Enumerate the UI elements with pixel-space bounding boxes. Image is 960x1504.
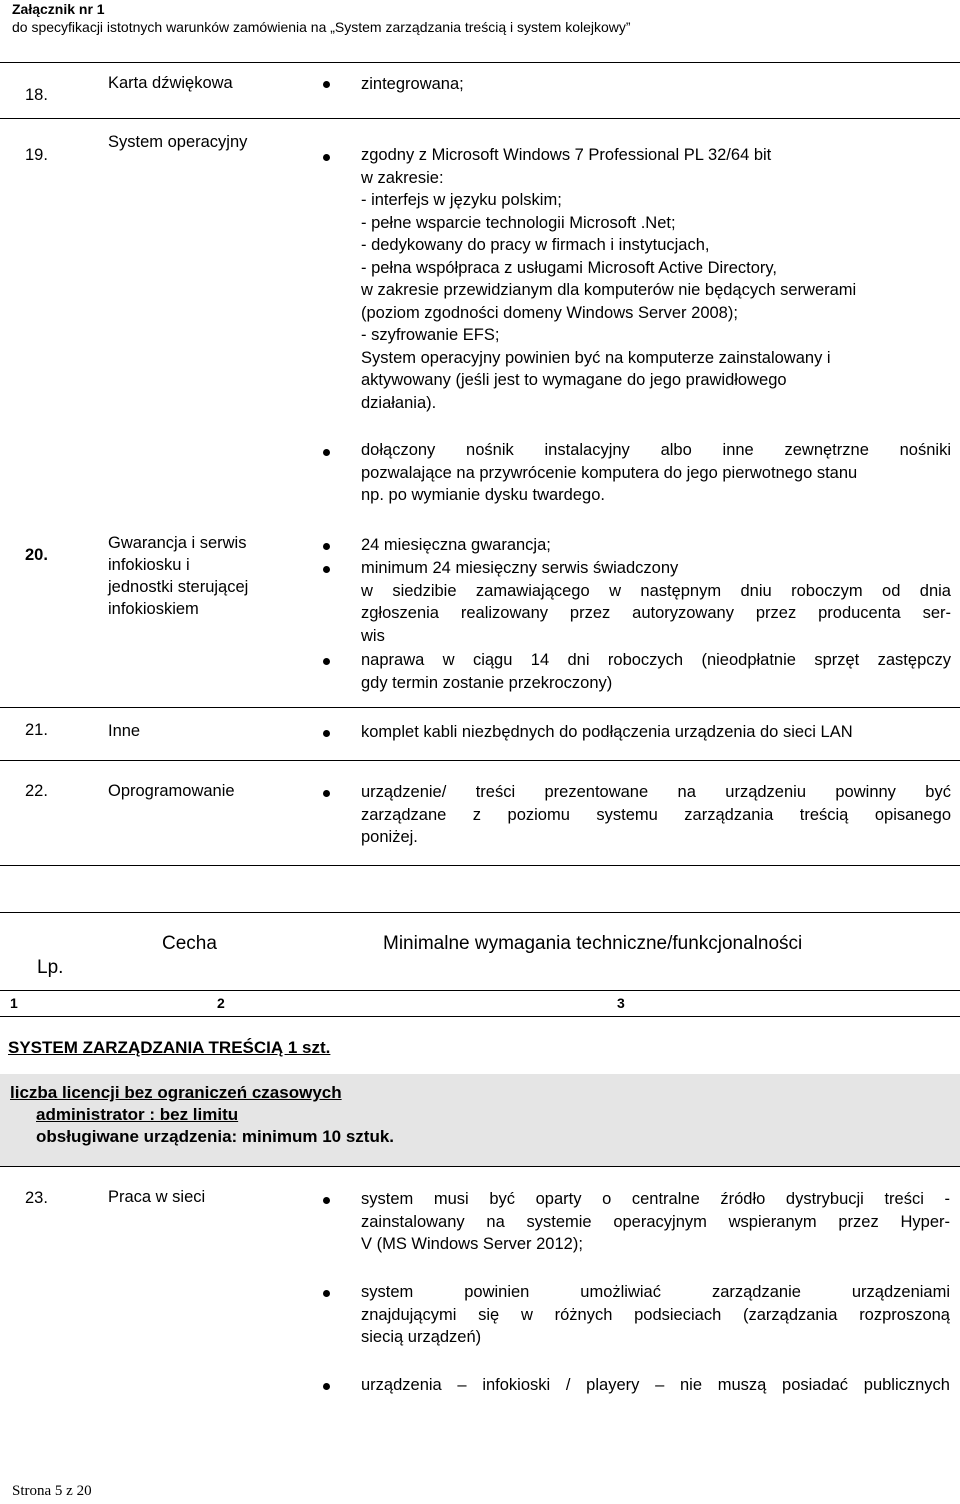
row-label: Inne <box>108 722 141 740</box>
bullet-icon <box>323 566 330 573</box>
row-label: Karta dźwiękowa <box>108 74 233 92</box>
row-description: naprawa w ciągu 14 dni roboczych (nieodpłatnie sprzęt zastępczy gdy termin zostanie przekroczony) <box>361 651 951 692</box>
row-description: system musi być oparty o centralne źródło dystrybucji treści - zainstalowany na systemie operacyjnym wspieranym przez Hyper- V (MS Windows Server 2012); <box>361 1190 950 1253</box>
bullet-icon <box>323 449 330 456</box>
column-index: 1 <box>10 995 18 1011</box>
row-label: Oprogramowanie <box>108 782 235 800</box>
document-header <box>12 0 631 36</box>
row-description: 24 miesięczna gwarancja; <box>361 536 551 554</box>
row-label: System operacyjny <box>108 133 248 151</box>
bullet-icon <box>323 543 330 550</box>
table-rule <box>0 118 960 119</box>
column-index: 3 <box>617 995 625 1011</box>
table-rule <box>0 1016 960 1017</box>
attachment-title: Załącznik nr 1 <box>12 1 105 17</box>
attachment-subtitle: do specyfikacji istotnych warunków zamówienia na „System zarządzania treścią i system kolejkowy” <box>12 19 631 35</box>
table-rule <box>0 865 960 866</box>
table-rule <box>0 62 960 63</box>
row-label: Gwarancja i serwis infokiosku i jednostki sterującej infokioskiem <box>108 534 249 618</box>
column-index: 2 <box>217 995 225 1011</box>
bullet-icon <box>323 1290 330 1297</box>
row-description: minimum 24 miesięczny serwis świadczony w siedzibie zamawiającego w następnym dniu roboczym od dnia zgłoszenia realizowany przez autoryzowany przez producenta ser- wis <box>361 559 951 645</box>
bullet-icon <box>323 81 330 88</box>
bullet-icon <box>323 730 330 737</box>
section-title: SYSTEM ZARZĄDZANIA TREŚCIĄ 1 szt. <box>8 1038 331 1057</box>
bullet-icon <box>323 1383 330 1390</box>
row-number: 21. <box>25 721 48 739</box>
bullet-icon <box>323 790 330 797</box>
column-header-lp: Lp. <box>37 957 64 978</box>
row-description: dołączony nośnik instalacyjny albo inne zewnętrzne nośniki pozwalające na przywrócenie komputera do jego pierwotnego stanu np. po wymianie dysku twardego. <box>361 441 951 504</box>
row-description: system powinien umożliwiać zarządzanie urządzeniami znajdującymi się w różnych podsieciach (zarządzania rozproszoną siecią urządzeń) <box>361 1283 950 1346</box>
table-rule <box>0 1166 960 1167</box>
page-number: Strona 5 z 20 <box>12 1483 92 1499</box>
row-number: 19. <box>25 146 48 164</box>
row-number: 23. <box>25 1189 48 1207</box>
table-rule <box>0 707 960 708</box>
table-rule <box>0 990 960 991</box>
table-rule <box>0 760 960 761</box>
row-description: zgodny z Microsoft Windows 7 Professional PL 32/64 bit w zakresie: - interfejs w języku polskim; - pełne wsparcie technologii Microsoft .Net; - dedykowany do pracy w firmach i instytucjach, - pełna współpraca z usługami Microsoft Active Directory, w zakresie przewidzianym dla komputerów nie będących serwerami (poziom zgodności domeny Windows Server 2008); - szyfrowanie EFS; System operacyjny powinien być na komputerze zainstalowany i aktywowany (jeśli jest to wymagane do jego prawidłowego działania). <box>361 146 857 412</box>
license-info: liczba licencji bez ograniczeń czasowych administrator : bez limitu obsługiwane urządzenia: minimum 10 sztuk. <box>10 1083 395 1146</box>
table-rule <box>0 912 960 913</box>
bullet-icon <box>323 658 330 665</box>
row-description: zintegrowana; <box>361 75 464 93</box>
row-description: urządzenie/ treści prezentowane na urządzeniu powinny być zarządzane z poziomu systemu zarządzania treścią opisanego poniżej. <box>361 783 951 846</box>
bullet-icon <box>323 1197 330 1204</box>
row-description: urządzenia – infokioski / playery – nie muszą posiadać publicznych <box>361 1376 950 1394</box>
column-header-requirements: Minimalne wymagania techniczne/funkcjonalności <box>383 933 803 954</box>
row-number: 22. <box>25 782 48 800</box>
column-header-cecha: Cecha <box>162 933 217 954</box>
row-description: komplet kabli niezbędnych do podłączenia urządzenia do sieci LAN <box>361 723 853 741</box>
bullet-icon <box>323 154 330 161</box>
row-label: Praca w sieci <box>108 1188 206 1206</box>
row-number: 18. <box>25 86 48 104</box>
row-number: 20. <box>25 546 48 564</box>
